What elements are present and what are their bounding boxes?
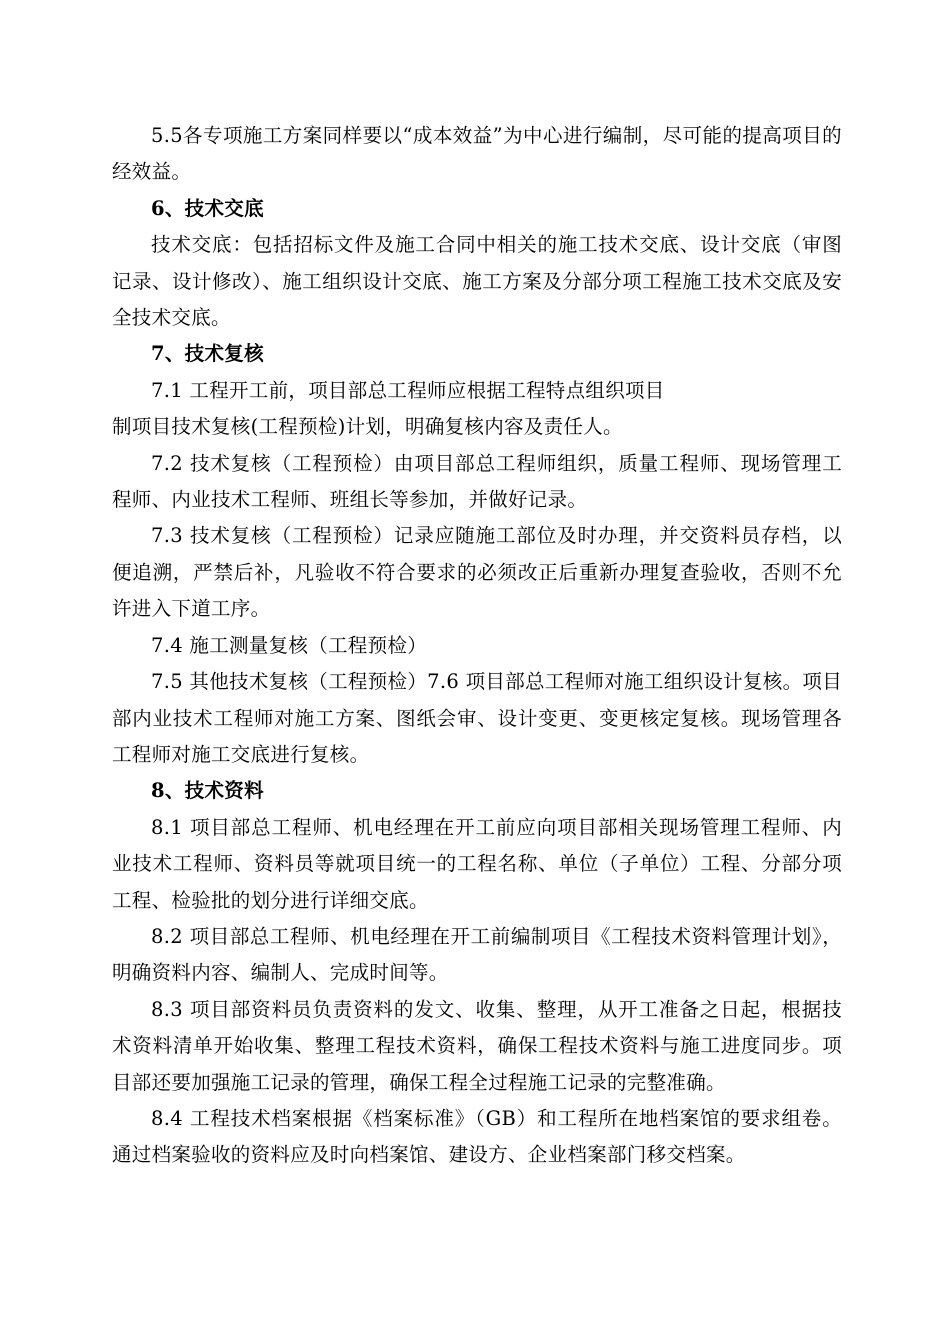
paragraph-7-2: 7.2 技术复核（工程预检）由项目部总工程师组织，质量工程师、现场管理工程师、内业技术工程师、班组长等参加，并做好记录。 xyxy=(112,451,842,512)
paragraph-5-5: 5.5各专项施工方案同样要以“成本效益”为中心进行编制，尽可能的提高项目的经效益。 xyxy=(112,124,842,184)
heading-technical-data: 8、技术资料 xyxy=(151,779,264,803)
paragraph-technical-disclosure: 技术交底：包括招标文件及施工合同中相关的施工技术交底、设计交底（审图记录、设计修改）、施工组织设计交底、施工方案及分部分项工程施工技术交底及安全技术交底。 xyxy=(112,233,842,330)
heading-technical-review: 7、技术复核 xyxy=(151,342,264,366)
paragraph-7-1: 7.1 工程开工前，项目部总工程师应根据工程特点组织项目 xyxy=(151,378,665,402)
paragraph-7-1-continued: 制项目技术复核(工程预检)计划，明确复核内容及责任人。 xyxy=(112,415,623,439)
paragraph-7-3: 7.3 技术复核（工程预检）记录应随施工部位及时办理，并交资料员存档，以便追溯，严禁后补，凡验收不符合要求的必须改正后重新办理复查验收，否则不允许进入下道工序。 xyxy=(112,524,842,621)
paragraph-8-4: 8.4 工程技术档案根据《档案标准》（GB）和工程所在地档案馆的要求组卷。通过档案验收的资料应及时向档案馆、建设方、企业档案部门移交档案。 xyxy=(112,1106,842,1167)
paragraph-8-3: 8.3 项目部资料员负责资料的发文、收集、整理，从开工准备之日起，根据技术资料清单开始收集、整理工程技术资料，确保工程技术资料与施工进度同步。项目部还要加强施工记录的管理，确保工程全过程施工记录的完整准确。 xyxy=(112,997,842,1094)
paragraph-7-4: 7.4 施工测量复核（工程预检） xyxy=(151,633,428,657)
paragraph-8-1: 8.1 项目部总工程师、机电经理在开工前应向项目部相关现场管理工程师、内业技术工程师、资料员等就项目统一的工程名称、单位（子单位）工程、分部分项工程、检验批的划分进行详细交底。 xyxy=(112,815,842,912)
document-body xyxy=(112,118,842,1174)
paragraph-7-5: 7.5 其他技术复核（工程预检）7.6 项目部总工程师对施工组织设计复核。项目部内业技术工程师对施工方案、图纸会审、设计变更、变更核定复核。现场管理各工程师对施工交底进行复核。 xyxy=(112,670,842,766)
heading-technical-disclosure: 6、技术交底 xyxy=(151,196,264,220)
paragraph-8-2: 8.2 项目部总工程师、机电经理在开工前编制项目《工程技术资料管理计划》，明确资料内容、编制人、完成时间等。 xyxy=(112,924,842,985)
